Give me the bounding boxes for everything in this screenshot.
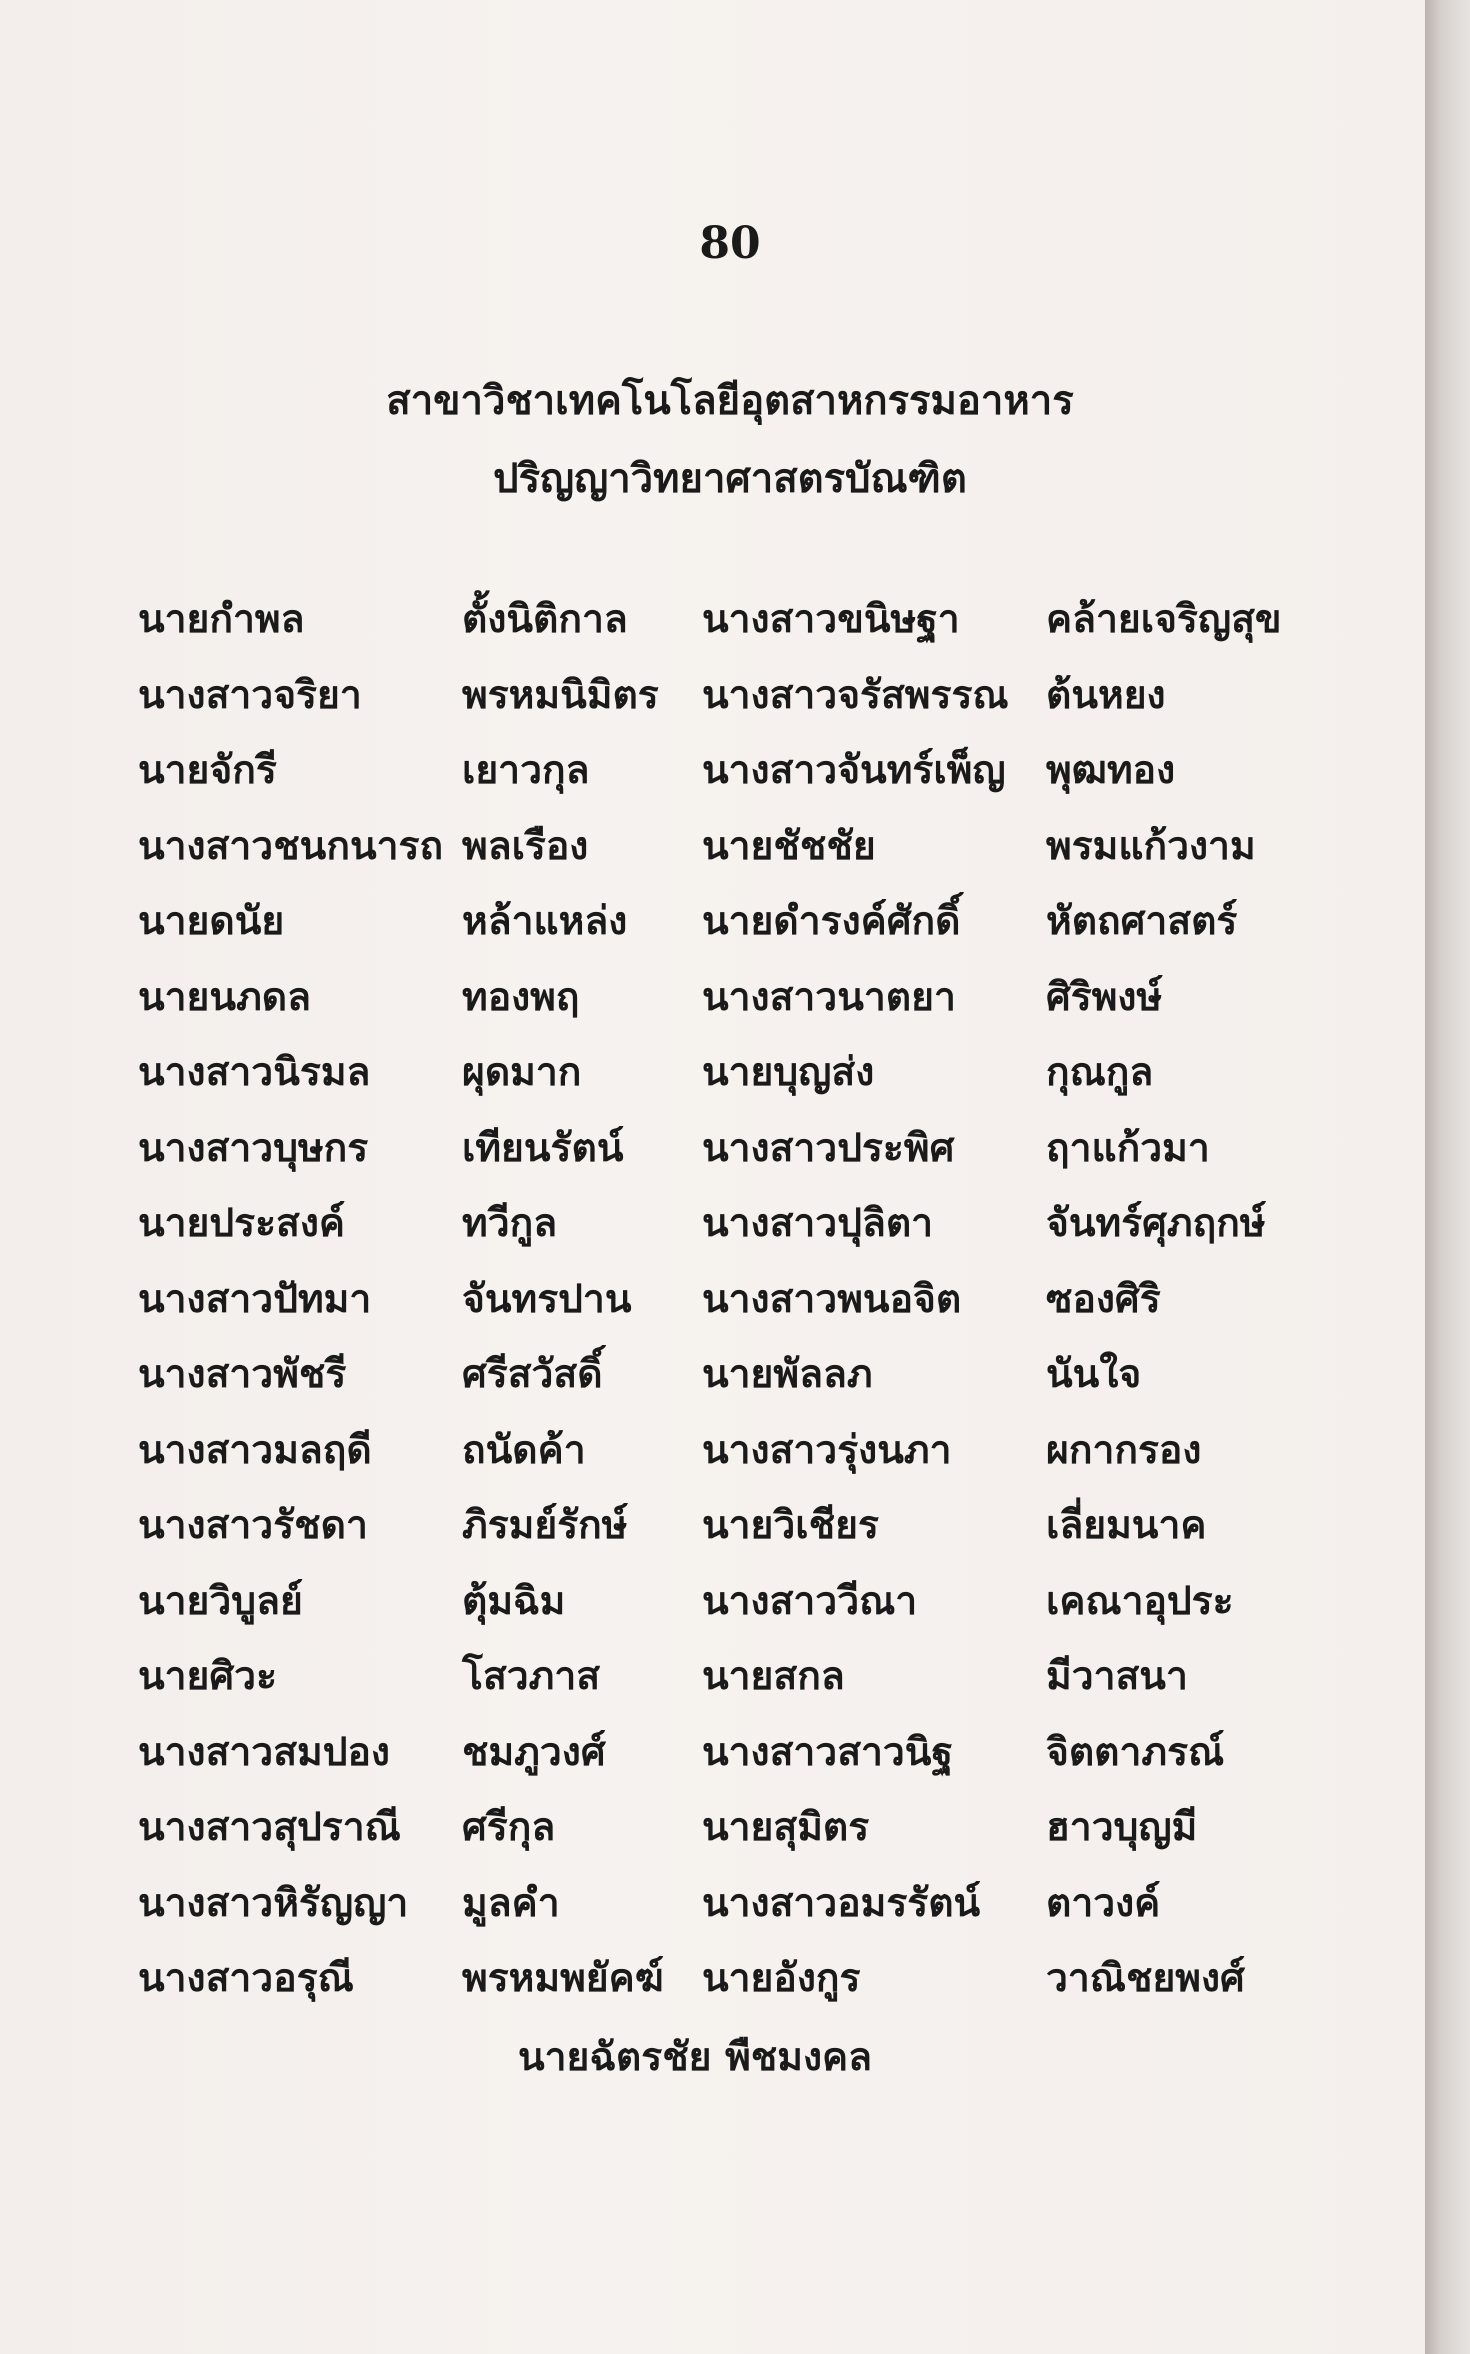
first-name: นางสาวสมปอง <box>138 1728 390 1775</box>
surname-2: ศิริพงษ์ <box>1046 973 1163 1020</box>
surname: พรหมพยัคฆ์ <box>462 1955 664 2001</box>
name-row <box>0 815 1425 889</box>
name-row <box>0 1645 1425 1719</box>
name-row <box>0 890 1425 964</box>
first-name: นางสาวมลฤดี <box>138 1426 372 1473</box>
surname-2: ฤาแก้วมา <box>1046 1124 1210 1171</box>
first-name-2: นายสุมิตร <box>702 1804 870 1850</box>
surname-2: เคณาอุประ <box>1046 1577 1234 1624</box>
name-row <box>0 1721 1425 1795</box>
surname: จันทรปาน <box>462 1275 632 1322</box>
surname: ตั้งนิติกาล <box>462 596 628 642</box>
name-row <box>0 1419 1425 1493</box>
first-name-2: นางสาวอมรรัตน์ <box>702 1879 981 1926</box>
first-name-2: นายสกล <box>702 1653 845 1699</box>
surname: ศรีสวัสดิ์ <box>462 1351 603 1397</box>
first-name: นายดนัย <box>138 898 285 944</box>
surname: ถนัดค้า <box>462 1426 586 1473</box>
first-name-2: นางสาวขนิษฐา <box>702 596 960 642</box>
first-name: นายศิวะ <box>138 1653 278 1699</box>
degree-heading: ปริญญาวิทยาศาสตรบัณฑิต <box>493 455 967 502</box>
first-name-2: นางสาวประพิศ <box>702 1124 955 1171</box>
surname: เยาวกุล <box>462 747 590 793</box>
surname: ศรีกุล <box>462 1804 556 1850</box>
surname: ภิรมย์รักษ์ <box>462 1502 628 1548</box>
first-name-2: นางสาวพนอจิต <box>702 1275 962 1322</box>
first-name: นางสาวพัชรี <box>138 1351 347 1397</box>
first-name: นางสาวจริยา <box>138 671 362 718</box>
surname: เทียนรัตน์ <box>462 1124 624 1171</box>
first-name: นางสาวบุษกร <box>138 1124 369 1171</box>
first-name-2: นายบุญส่ง <box>702 1049 875 1095</box>
first-name: นางสาวอรุณี <box>138 1955 354 2001</box>
surname: ทองพฤ <box>462 973 580 1020</box>
first-name: นายวิบูลย์ <box>138 1577 303 1624</box>
first-name-2: นางสาวสาวนิฐ <box>702 1728 953 1775</box>
surname-2: มีวาสนา <box>1046 1653 1188 1699</box>
first-name-2: นายวิเชียร <box>702 1502 879 1548</box>
surname-2: วาณิชยพงศ์ <box>1046 1955 1245 2001</box>
final-name: นายฉัตรชัย พืชมงคล <box>517 2034 873 2080</box>
name-row <box>0 1343 1425 1417</box>
surname-2: ซองศิริ <box>1046 1275 1161 1322</box>
first-name: นางสาวชนกนารถ <box>138 822 444 869</box>
name-row <box>0 966 1425 1040</box>
first-name-2: นางสาววีณา <box>702 1577 918 1624</box>
name-row <box>0 739 1425 813</box>
first-name-2: นายพัลลภ <box>702 1351 873 1397</box>
surname-2: นันใจ <box>1046 1351 1142 1397</box>
first-name-2: นางสาวรุ่งนภา <box>702 1426 952 1473</box>
first-name: นางสาวสุปราณี <box>138 1804 401 1850</box>
name-row <box>0 664 1425 738</box>
surname-2: ฮาวบุญมี <box>1046 1804 1198 1850</box>
first-name: นายประสงค์ <box>138 1200 345 1246</box>
name-row <box>0 1494 1425 1568</box>
name-row <box>0 1570 1425 1644</box>
surname: หล้าแหล่ง <box>462 898 628 944</box>
name-row <box>0 1268 1425 1342</box>
name-row <box>0 1872 1425 1946</box>
surname-2: คล้ายเจริญสุข <box>1046 596 1282 642</box>
surname: ผุดมาก <box>462 1049 582 1095</box>
first-name: นายนภดล <box>138 973 312 1020</box>
surname-2: กุณกูล <box>1046 1049 1154 1095</box>
name-row <box>0 1796 1425 1870</box>
first-name: นางสาวปัทมา <box>138 1275 372 1322</box>
surname-2: จันทร์ศุภฤกษ์ <box>1046 1200 1266 1246</box>
surname-2: จิตตาภรณ์ <box>1046 1728 1225 1775</box>
name-row <box>0 1041 1425 1115</box>
surname: ตุ้มฉิม <box>462 1577 566 1624</box>
name-row <box>0 1117 1425 1191</box>
first-name-2: นางสาวนาตยา <box>702 973 956 1020</box>
surname-2: พุฒทอง <box>1046 747 1176 793</box>
first-name-2: นางสาวปุลิตา <box>702 1200 934 1246</box>
surname-2: ผกากรอง <box>1046 1426 1202 1473</box>
surname-2: ต้นหยง <box>1046 671 1166 718</box>
surname: พรหมนิมิตร <box>462 671 659 718</box>
name-row <box>0 588 1425 662</box>
first-name-2: นายดำรงค์ศักดิ์ <box>702 898 961 944</box>
first-name-2: นางสาวจรัสพรรณ <box>702 671 1009 718</box>
first-name-2: นายชัชชัย <box>702 822 876 869</box>
first-name: นางสาวนิรมล <box>138 1049 371 1095</box>
first-name-2: นายอังกูร <box>702 1955 861 2001</box>
surname: ทวีกูล <box>462 1200 558 1246</box>
first-name-2: นางสาวจันทร์เพ็ญ <box>702 747 1006 793</box>
name-row <box>0 1192 1425 1266</box>
page-number: 80 <box>699 218 761 269</box>
surname: ชมภูวงศ์ <box>462 1728 606 1775</box>
surname-2: หัตถศาสตร์ <box>1046 898 1238 944</box>
first-name: นายกำพล <box>138 596 305 642</box>
first-name: นางสาวรัชดา <box>138 1502 368 1548</box>
surname-2: พรมแก้วงาม <box>1046 822 1256 869</box>
surname-2: เลี่ยมนาค <box>1046 1502 1207 1548</box>
surname-2: ตาวงค์ <box>1046 1879 1161 1926</box>
book-gutter <box>1425 0 1470 2354</box>
name-row <box>0 1947 1425 2021</box>
first-name: นางสาวหิรัญญา <box>138 1879 409 1926</box>
surname: พลเรือง <box>462 822 589 869</box>
faculty-heading: สาขาวิชาเทคโนโลยีอุตสาหกรรมอาหาร <box>386 377 1074 424</box>
first-name: นายจักรี <box>138 747 277 793</box>
surname: มูลคำ <box>462 1879 560 1926</box>
surname: โสวภาส <box>462 1653 601 1699</box>
